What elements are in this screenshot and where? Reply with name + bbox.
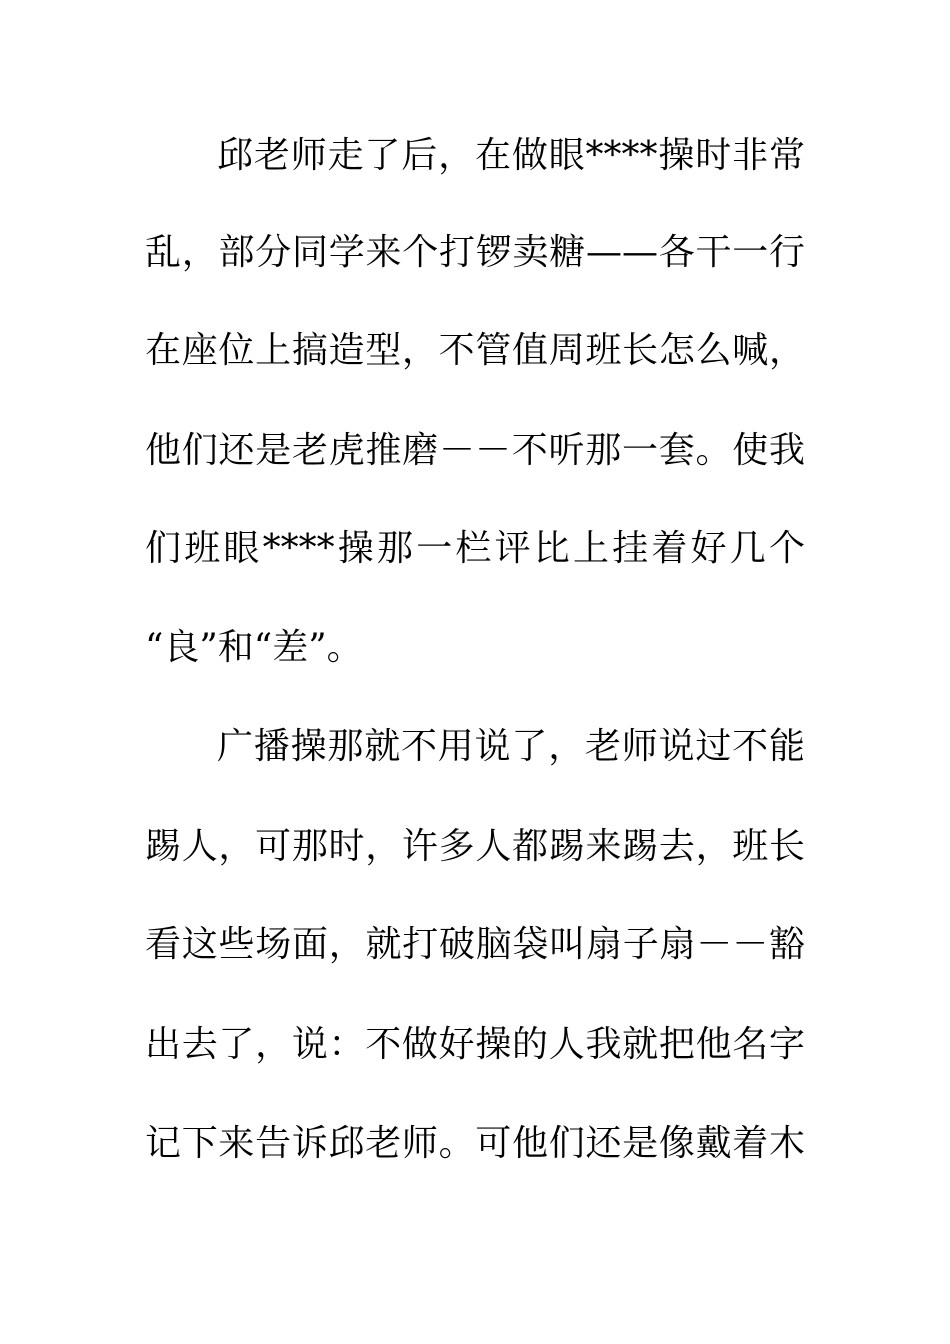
paragraph-1-line-3: 在座位上搞造型，不管值周班长怎么喊， xyxy=(145,330,805,371)
paragraph-1-line-4: 他们还是老虎推磨－－不听那一套。使我 xyxy=(145,430,805,471)
paragraph-1-line-2: 乱，部分同学来个打锣卖糖——各干一行 xyxy=(145,232,805,273)
paragraph-2-line-2: 踢人，可那时，许多人都踢来踢去，班长 xyxy=(145,826,805,867)
paragraph-1-line-5: 们班眼****操那一栏评比上挂着好几个 xyxy=(145,528,805,569)
paragraph-2-line-3: 看这些场面，就打破脑袋叫扇子扇－－豁 xyxy=(145,924,805,965)
paragraph-1-line-1: 邱老师走了后，在做眼****操时非常 xyxy=(217,135,805,176)
paragraph-2-line-5: 记下来告诉邱老师。可他们还是像戴着木 xyxy=(145,1123,805,1164)
paragraph-2-line-4: 出去了，说：不做好操的人我就把他名字 xyxy=(145,1024,805,1065)
paragraph-1-line-6: “良”和“差”。 xyxy=(145,627,363,668)
paragraph-2-line-1: 广播操那就不用说了，老师说过不能 xyxy=(217,726,805,767)
